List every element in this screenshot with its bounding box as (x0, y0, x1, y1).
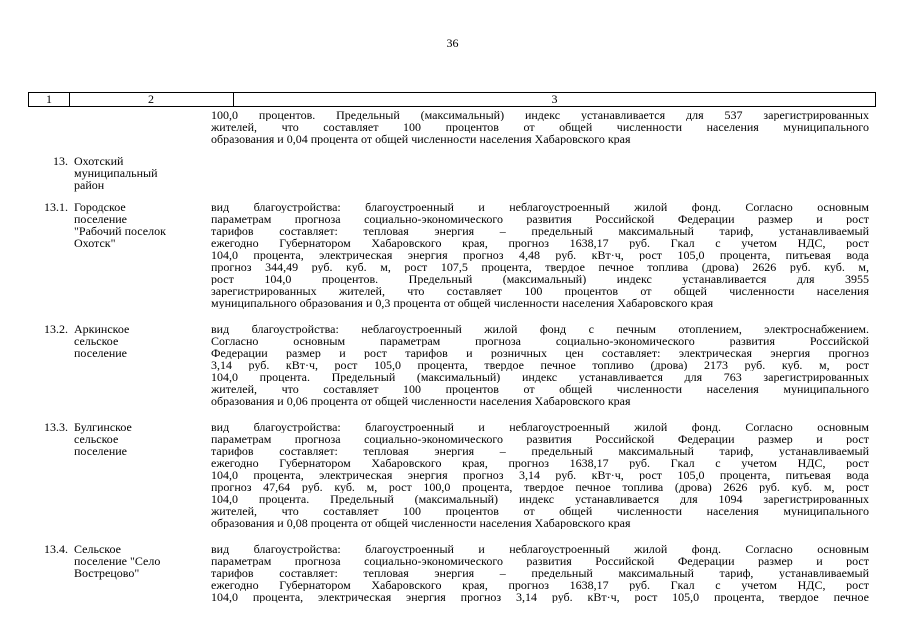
name-line: Вострецово" (74, 566, 140, 580)
text-line: ежегодно Губернатором Хабаровского края, прогноз 1638,17 руб. Гкал с учетом НДС, рост (211, 579, 869, 591)
row-number-text: 13.2. (44, 322, 68, 336)
row-name (74, 543, 204, 579)
text-line: ежегодно Губернатором Хабаровского края, прогноз 1638,17 руб. Гкал с учетом НДС, рост (211, 237, 869, 249)
text-line: 104,0 процента, электрическая энергия прогноз 3,14 руб. кВт·ч, рост 105,0 процента, питьевая вода (211, 469, 869, 481)
continuation-text (211, 109, 869, 145)
row-number (28, 421, 68, 433)
table-header-row (28, 92, 876, 107)
text-line: образования и 0,08 процента от общей численности населения Хабаровского края (211, 517, 631, 529)
text-line: 104,0 процента, электрическая энергия прогноз 4,48 руб. кВт·ч, рост 105,0 процента, питьевая вода (211, 249, 869, 261)
header-col-1: 1 (29, 93, 70, 106)
name-line: поселение (74, 212, 128, 226)
row-description (211, 543, 869, 603)
text-line: 104,0 процента. Предельный (максимальный) индекс устанавливается для 1094 зарегистрированных (211, 493, 869, 505)
name-line: Городское (74, 200, 126, 214)
row-description (211, 201, 869, 309)
text-line: ежегодно Губернатором Хабаровского края, прогноз 1638,17 руб. Гкал с учетом НДС, рост (211, 457, 869, 469)
name-line: Охотск" (74, 236, 116, 250)
text-line: параметрам прогноза социально-экономического развития Российской Федерации размер и рост (211, 555, 869, 567)
row-name (74, 155, 204, 191)
page-number: 36 (446, 36, 459, 50)
row-number-text: 13.4. (44, 542, 68, 556)
row-number (28, 201, 68, 213)
text-line: 3,14 руб. кВт·ч, рост 105,0 процента, твердое печное топливо (дрова) 2173 руб. куб. м, рост (211, 359, 869, 371)
row-number-text: 13.1. (44, 200, 68, 214)
name-line: сельское (74, 432, 119, 446)
row-name (74, 201, 204, 249)
text-line: рост 104,0 процентов. Предельный (максимальный) индекс устанавливается для 3955 (211, 273, 869, 285)
text-line: Согласно основным параметрам прогноза социально-экономического развития Российской (211, 335, 869, 347)
text-line: жителей, что составляет 100 процентов от общей численности населения муниципального (211, 121, 869, 133)
text-line: прогноз 344,49 руб. куб. м, рост 107,5 процента, твердое печное топлива (дрова) 2626 руб. куб. м, (211, 261, 869, 273)
text-line: параметрам прогноза социально-экономического развития Российской Федерации размер и рост (211, 433, 869, 445)
text-line: 100,0 процентов. Предельный (максимальный) индекс устанавливается для 537 зарегистрированных (211, 109, 869, 121)
text-line: вид благоустройства: неблагоустроенный жилой фонд с печным отоплением, электроснабжением. (211, 323, 869, 335)
text-line: вид благоустройства: благоустроенный и неблагоустроенный жилой фонд. Согласно основным (211, 201, 869, 213)
row-number-text: 13. (53, 154, 68, 168)
text-line: зарегистрированных жителей, что составляет 100 процентов от общей численности населения (211, 285, 869, 297)
name-line: Сельское (74, 542, 121, 556)
text-line: жителей, что составляет 100 процентов от общей численности населения муниципального (211, 505, 869, 517)
text-line: образования и 0,04 процента от общей численности населения Хабаровского края (211, 133, 631, 145)
name-line: поселение "Село (74, 554, 161, 568)
name-line: поселение (74, 346, 128, 360)
text-line: тарифов составляет: тепловая энергия – предельный максимальный тариф, устанавливаемый (211, 225, 869, 237)
text-line: тарифов составляет: тепловая энергия – предельный максимальный тариф, устанавливаемый (211, 445, 869, 457)
row-name (74, 323, 204, 359)
text-line: муниципального образования и 0,3 процента от общей численности населения Хабаровского края (211, 297, 714, 309)
text-line: тарифов составляет: тепловая энергия – предельный максимальный тариф, устанавливаемый (211, 567, 869, 579)
text-line: вид благоустройства: благоустроенный и неблагоустроенный жилой фонд. Согласно основным (211, 543, 869, 555)
header-col-3: 3 (551, 92, 558, 106)
name-line: сельское (74, 334, 119, 348)
text-line: 104,0 процента. Предельный (максимальный) индекс устанавливается для 763 зарегистрированных (211, 371, 869, 383)
text-line: Федерации размер и рост тарифов и розничных цен составляет: электрическая энергия прогноз (211, 347, 869, 359)
name-line: "Рабочий поселок (74, 224, 166, 238)
name-line: район (74, 178, 105, 192)
text-line: образования и 0,06 процента от общей численности населения Хабаровского края (211, 395, 631, 407)
row-number (28, 155, 68, 167)
header-col-2: 2 (69, 93, 234, 106)
text-line: параметрам прогноза социально-экономического развития Российской Федерации размер и рост (211, 213, 869, 225)
row-name (74, 421, 204, 457)
name-line: муниципальный (74, 166, 158, 180)
text-line: 104,0 процента, электрическая энергия прогноз 3,14 руб. кВт·ч, рост 105,0 процента, твердое печное (211, 591, 869, 603)
text-line: жителей, что составляет 100 процентов от общей численности населения муниципального (211, 383, 869, 395)
row-description (211, 421, 869, 529)
text-line: вид благоустройства: благоустроенный и неблагоустроенный жилой фонд. Согласно основным (211, 421, 869, 433)
name-line: Булгинское (74, 420, 132, 434)
name-line: поселение (74, 444, 128, 458)
name-line: Аркинское (74, 322, 130, 336)
row-number-text: 13.3. (44, 420, 68, 434)
row-number (28, 543, 68, 555)
row-description (211, 323, 869, 407)
text-line: прогноз 47,64 руб. куб. м, рост 100,0 процента, твердое печное топлива (дрова) 2626 руб. куб. м, рост (211, 481, 869, 493)
name-line: Охотский (74, 154, 124, 168)
row-number (28, 323, 68, 335)
